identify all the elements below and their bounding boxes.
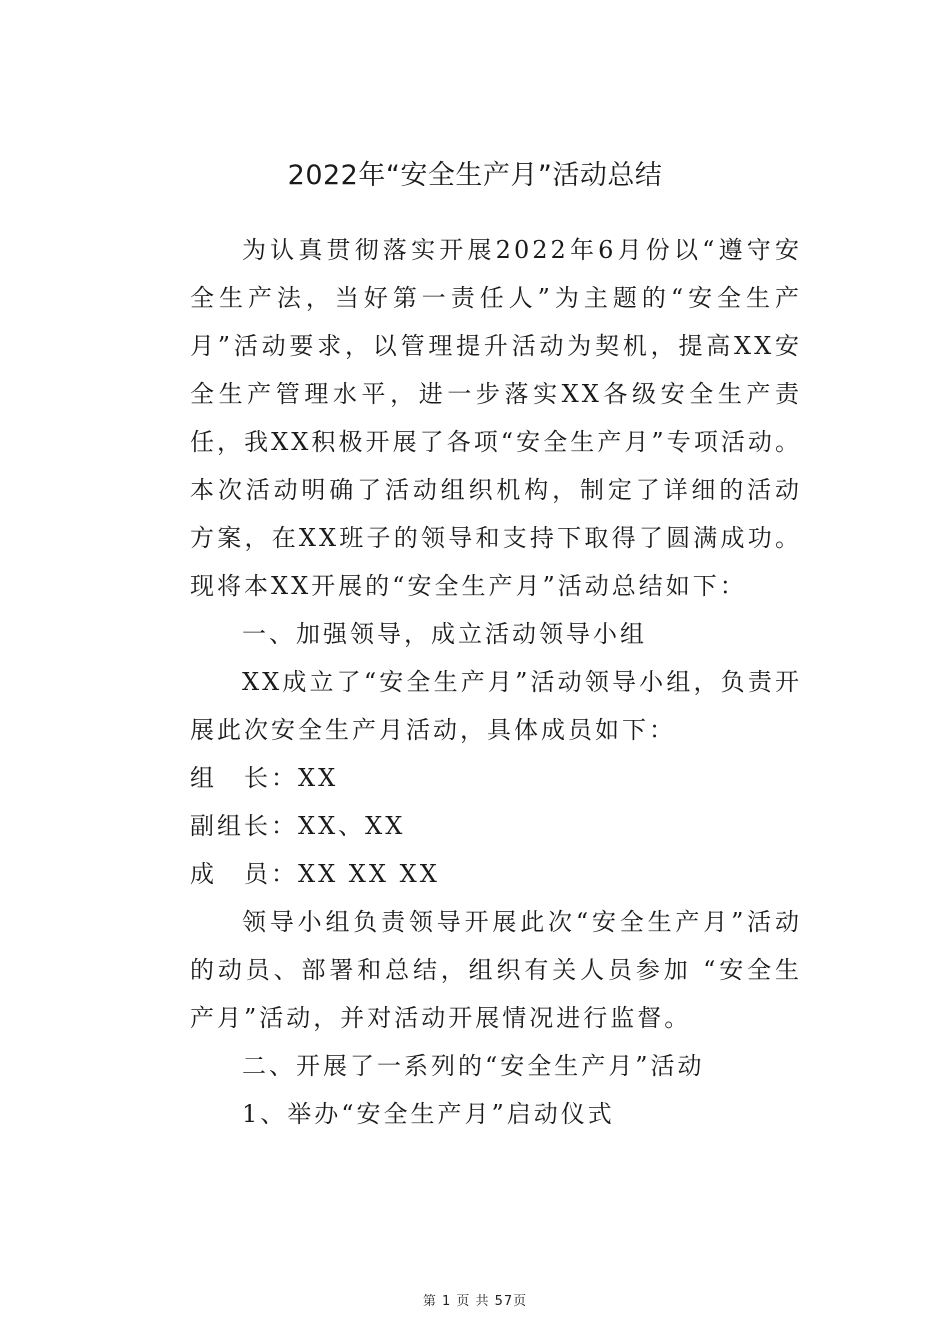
duties-paragraph: 领导小组负责领导开展此次“安全生产月”活动的动员、部署和总结，组织有关人员参加 “安全生产月”活动，并对活动开展情况进行监督。 [190,908,802,1032]
roster-line-deputy [190,802,802,850]
document-title: 2022年“安全生产月”活动总结 [287,160,663,191]
leadership-paragraph: XX成立了“安全生产月”活动领导小组，负责开展此次安全生产月活动，具体成员如下： [190,668,802,744]
roster-names: XX [298,764,339,792]
page-number-footer: 第 1 页 共 57页 [422,1294,528,1309]
roster-names: XX、XX [298,812,406,840]
roster-role: 成 员： [190,860,298,888]
roster-role: 组 长： [190,764,298,792]
section-heading-leadership: 一、加强领导，成立活动领导小组 [242,620,647,648]
roster-role: 副组长： [190,812,298,840]
roster-names: XX XX XX [298,860,440,888]
document-body [190,226,802,1138]
intro-paragraph: 为认真贯彻落实开展2022年6月份以“遵守安全生产法，当好第一责任人”为主题的“安全生产月”活动要求，以管理提升活动为契机，提高XX安全生产管理水平，进一步落实XX各级安全生产责任，我XX积极开展了各项“安全生产月”专项活动。本次活动明确了活动组织机构，制定了详细的活动方案，在XX班子的领导和支持下取得了圆满成功。现将本XX开展的“安全生产月”活动总结如下： [190,236,802,600]
roster-line-leader [190,754,802,802]
section-heading-activities: 二、开展了一系列的“安全生产月”活动 [242,1052,705,1080]
roster-line-members [190,850,802,898]
subsection-heading-launch: 1、举办“安全生产月”启动仪式 [242,1100,615,1128]
